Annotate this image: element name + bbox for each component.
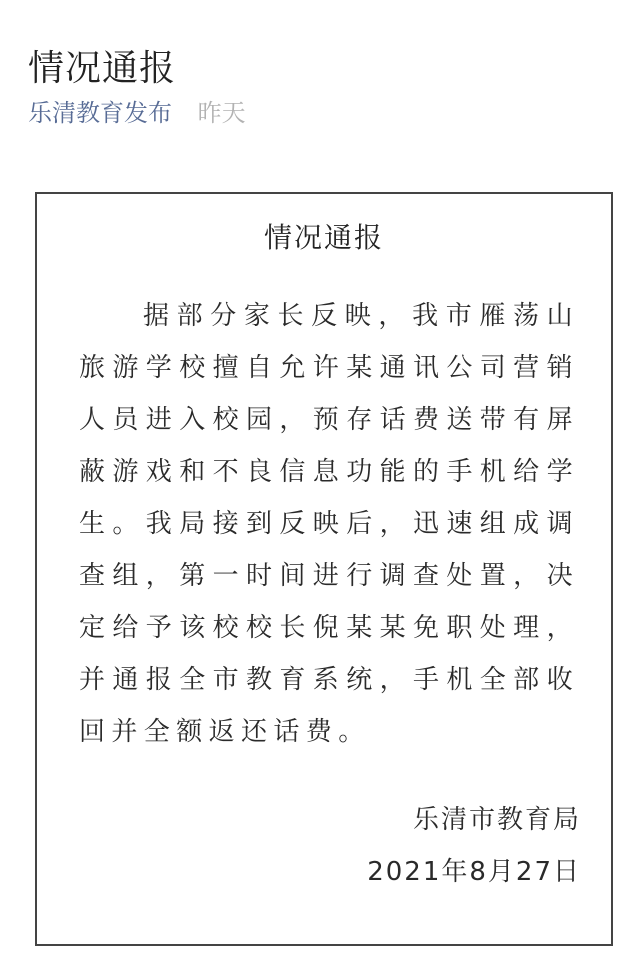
article-meta <box>28 96 246 130</box>
notice-heading: 情况通报 <box>263 221 384 254</box>
article-title: 情况通报 <box>28 48 177 90</box>
notice-image[interactable] <box>35 192 613 946</box>
notice-signer: 乐清市教育局 <box>412 805 581 835</box>
publish-time: 昨天 <box>197 99 246 127</box>
notice-body: 据部分家长反映，我市雁荡山旅游学校擅自允许某通讯公司营销人员进入校园，预存话费送带有屏蔽游戏和不良信息功能的手机给学生。我局接到反映后，迅速组成调查组，第一时间进行调查处置，决定给予该校校长倪某某免职处理，并通报全市教育系统，手机全部收回并全额返还话费。 <box>79 301 579 747</box>
account-name-link[interactable]: 乐清教育发布 <box>28 99 172 127</box>
notice-date: 2021年8月27日 <box>367 857 581 887</box>
